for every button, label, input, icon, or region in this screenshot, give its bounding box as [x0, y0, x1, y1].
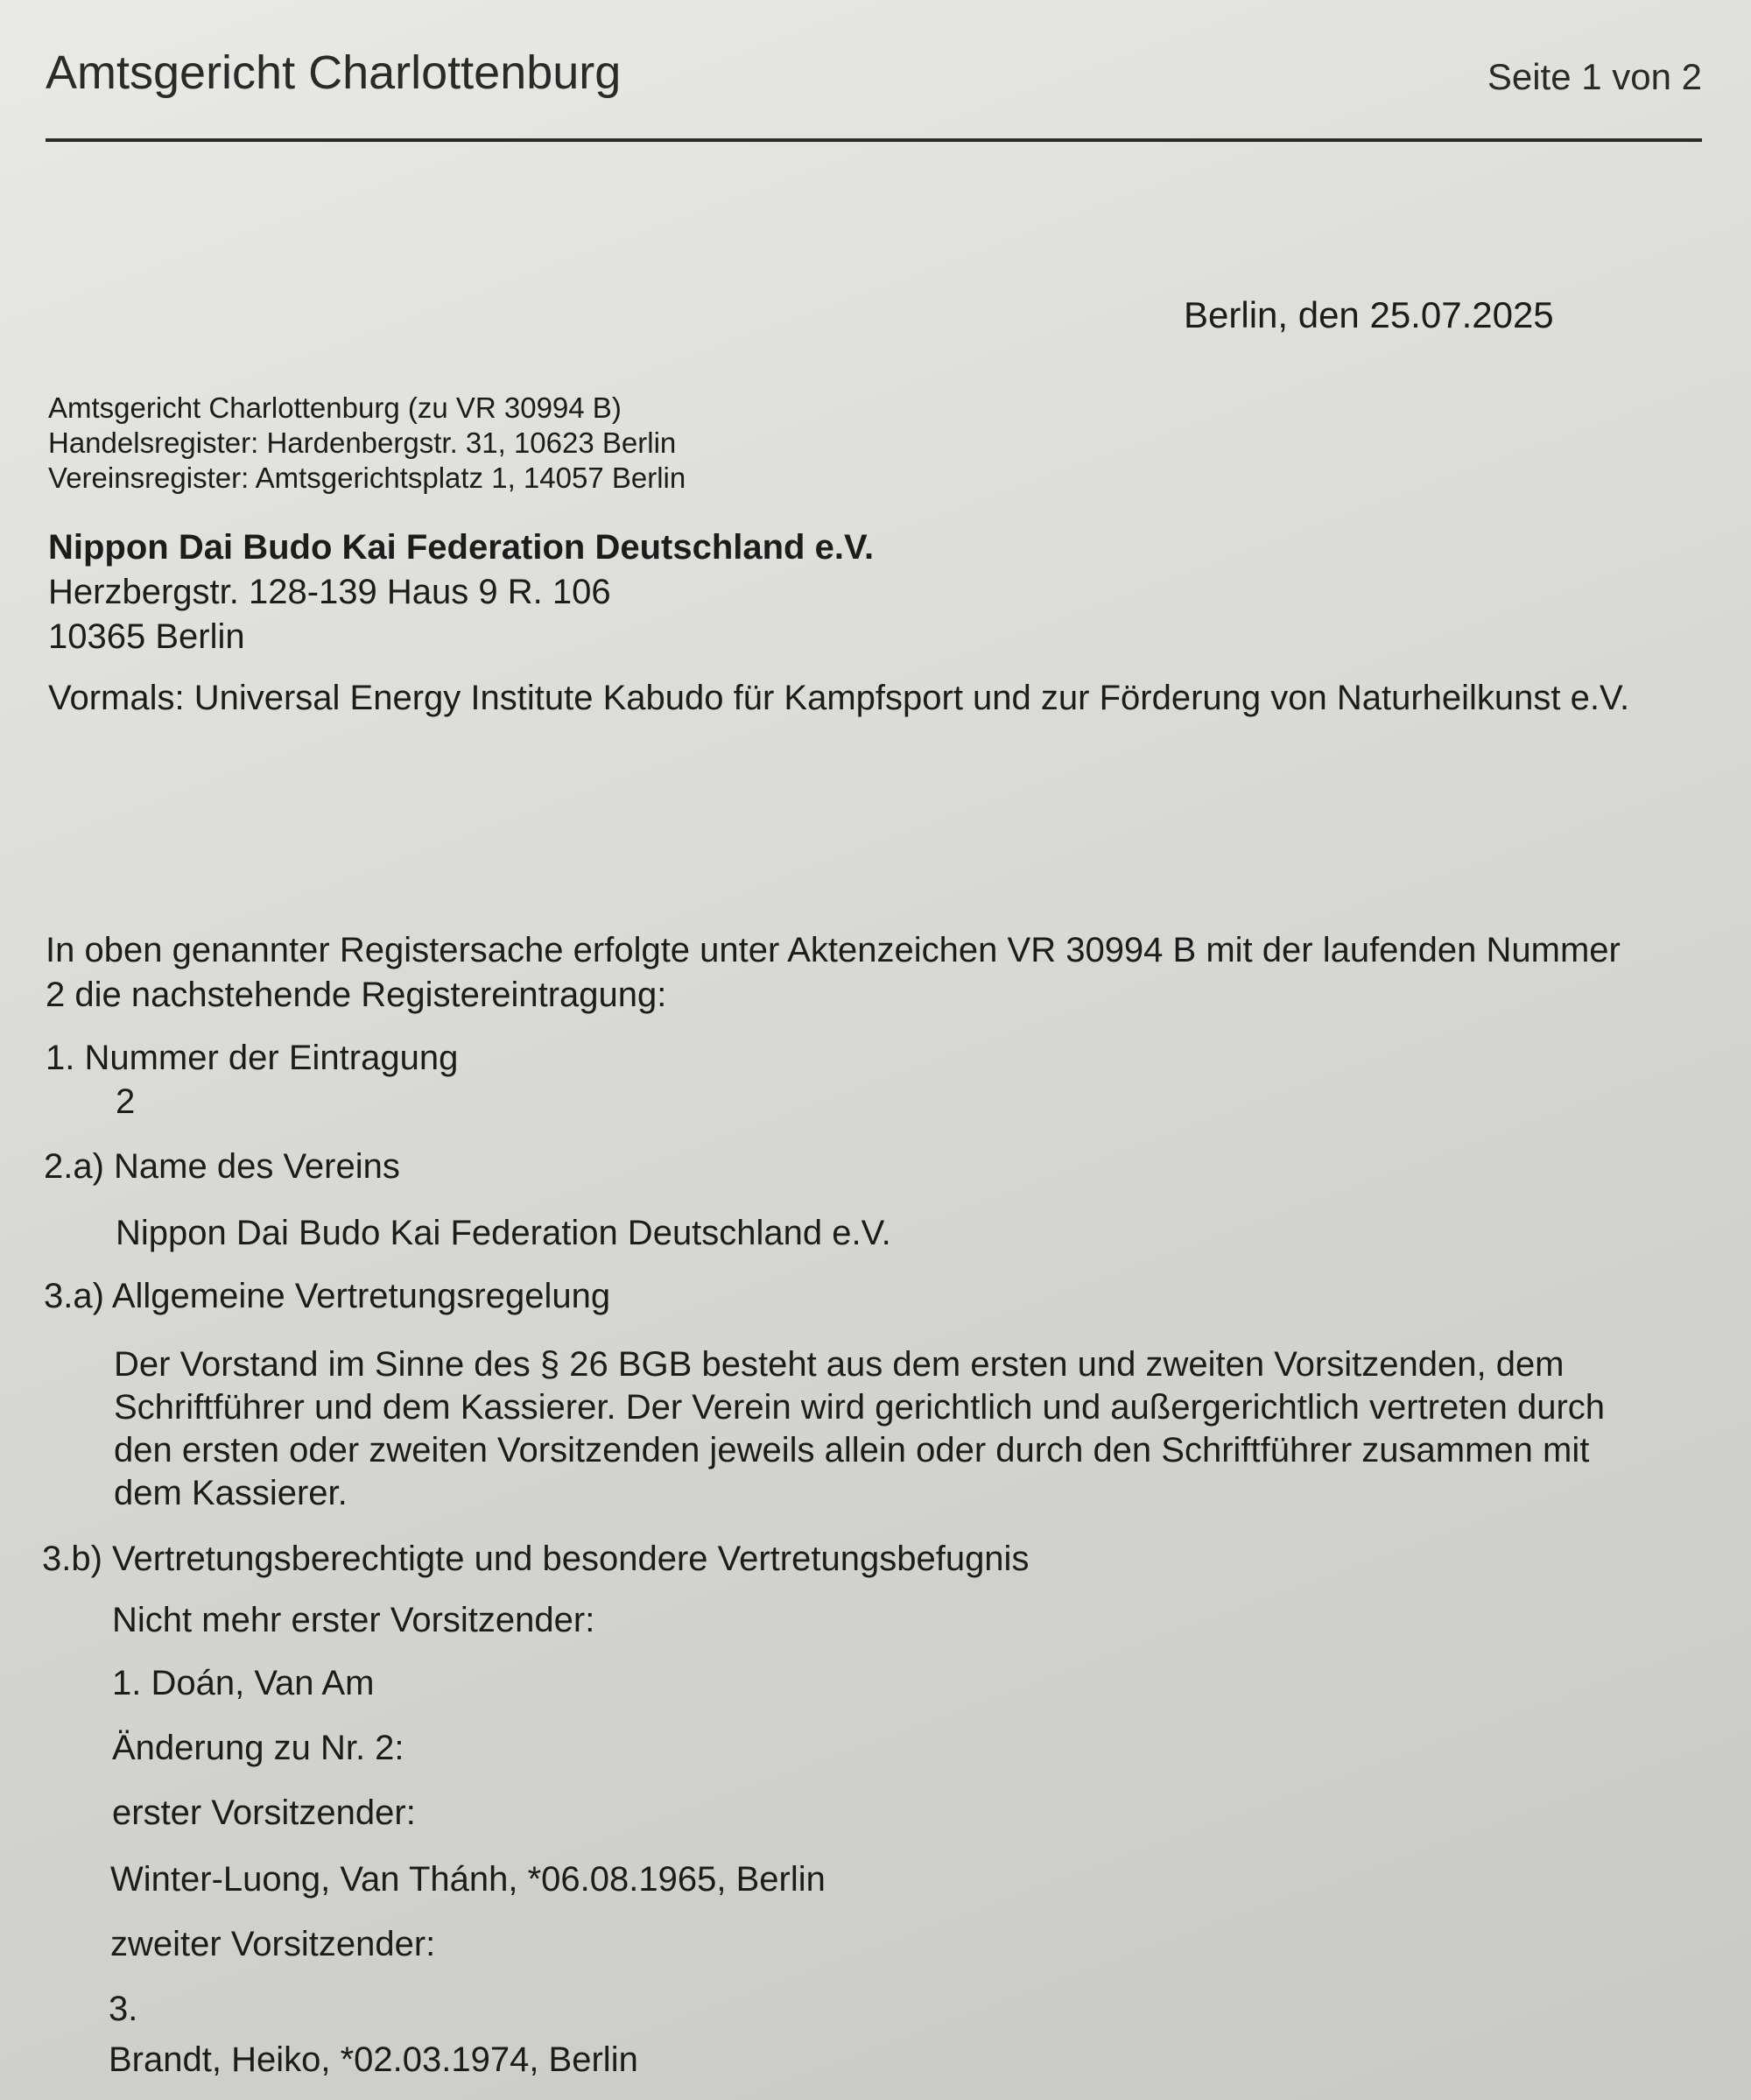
- sender-block: [48, 391, 686, 496]
- representative-line: Änderung zu Nr. 2:: [112, 1729, 404, 1767]
- recipient-name: Nippon Dai Budo Kai Federation Deutschland e.V.: [48, 528, 875, 567]
- entry-number-value: 2: [116, 1082, 136, 1121]
- sender-line: Handelsregister: Hardenbergstr. 31, 10623 Berlin: [48, 426, 677, 459]
- representation-rule-text: [114, 1343, 1605, 1515]
- representative-line: Brandt, Heiko, *02.03.1974, Berlin: [109, 2040, 638, 2079]
- intro-line: In oben genannter Registersache erfolgte unter Aktenzeichen VR 30994 B mit der laufenden Nummer: [46, 931, 1621, 969]
- representative-line: Winter-Luong, Van Thánh, *06.08.1965, Berlin: [110, 1860, 826, 1899]
- representation-rule-line: dem Kassierer.: [114, 1474, 348, 1512]
- former-name: Vormals: Universal Energy Institute Kabudo für Kampfsport und zur Förderung von Naturheilkunst e.V.: [48, 679, 1630, 717]
- representation-rule-line: den ersten oder zweiten Vorsitzenden jeweils allein oder durch den Schriftführer zusammen mit: [114, 1431, 1590, 1469]
- court-header-title: Amtsgericht Charlottenburg: [46, 46, 622, 99]
- representative-line: 1. Doán, Van Am: [112, 1664, 375, 1702]
- representation-rule-label: 3.a) Allgemeine Vertretungsregelung: [44, 1277, 611, 1315]
- intro-line: 2 die nachstehende Registereintragung:: [46, 976, 667, 1014]
- recipient-city: 10365 Berlin: [48, 617, 245, 656]
- header-divider: [46, 138, 1702, 142]
- representation-rule-line: Der Vorstand im Sinne des § 26 BGB besteht aus dem ersten und zweiten Vorsitzenden, dem: [114, 1345, 1565, 1384]
- authorized-representatives-label: 3.b) Vertretungsberechtigte und besondere Vertretungsbefugnis: [42, 1540, 1030, 1578]
- association-name-label: 2.a) Name des Vereins: [44, 1147, 400, 1186]
- sender-line: Vereinsregister: Amtsgerichtsplatz 1, 14057 Berlin: [48, 462, 686, 494]
- representative-line: erster Vorsitzender:: [112, 1793, 416, 1832]
- date-line: Berlin, den 25.07.2025: [1184, 294, 1554, 335]
- page-number: Seite 1 von 2: [1487, 56, 1702, 97]
- representative-line: zweiter Vorsitzender:: [110, 1925, 436, 1963]
- recipient-address: [48, 525, 874, 659]
- association-name-value: Nippon Dai Budo Kai Federation Deutschland e.V.: [116, 1214, 891, 1252]
- representative-line: Nicht mehr erster Vorsitzender:: [112, 1601, 595, 1639]
- representative-line: 3.: [109, 1990, 138, 2028]
- entry-number-label: 1. Nummer der Eintragung: [46, 1039, 459, 1077]
- intro-paragraph: [46, 928, 1621, 1018]
- representation-rule-line: Schriftführer und dem Kassierer. Der Verein wird gerichtlich und außergerichtlich vertreten durch: [114, 1388, 1606, 1427]
- sender-line: Amtsgericht Charlottenburg (zu VR 30994 B): [48, 391, 622, 424]
- recipient-street: Herzbergstr. 128-139 Haus 9 R. 106: [48, 573, 611, 611]
